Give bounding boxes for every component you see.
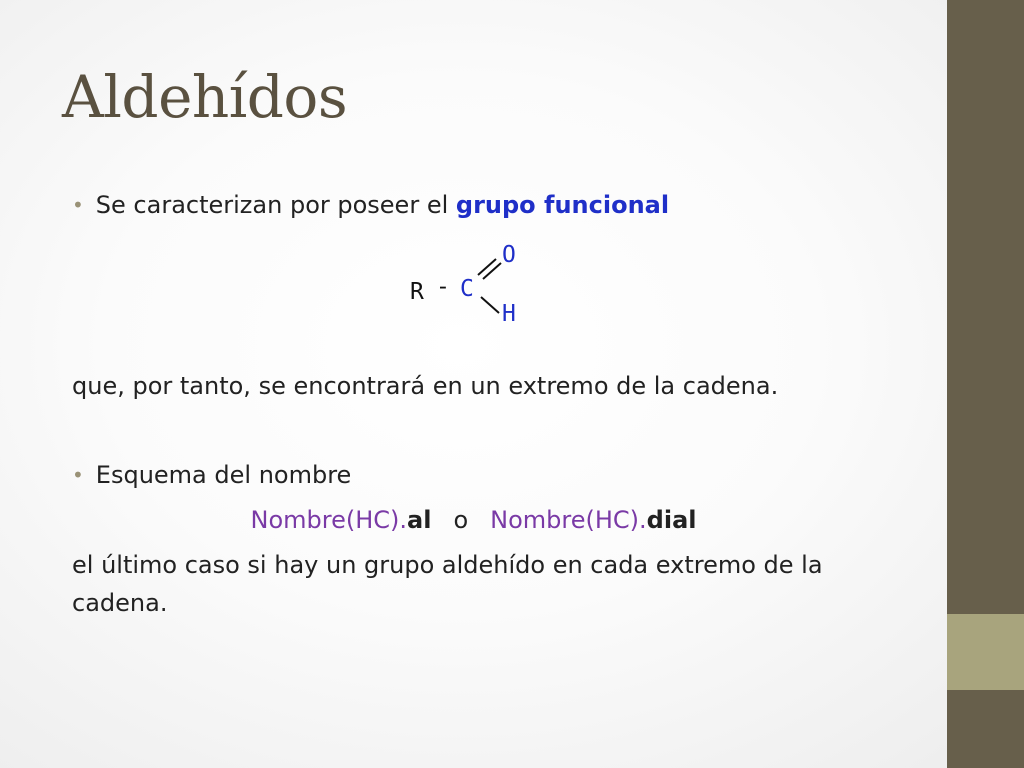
formula-o: O <box>502 242 516 268</box>
sidebar-accent-block <box>947 614 1024 690</box>
scheme-suffix-dial: dial <box>646 506 697 534</box>
bullet-item-grupo-funcional <box>72 190 669 221</box>
bullet-text: Se caracterizan por poseer el <box>95 191 456 219</box>
highlight-text: grupo funcional <box>455 191 670 219</box>
double-bond-line-2 <box>483 263 501 279</box>
formula-c: C <box>460 276 474 302</box>
slide-title: Aldehídos <box>62 63 348 131</box>
scheme-connector: o <box>453 506 469 534</box>
bullet-dot-icon: • <box>72 463 84 487</box>
body-line-ultimo-caso: el último caso si hay un grupo aldehído en cada extremo de la <box>72 551 823 579</box>
formula-h: H <box>502 301 516 327</box>
body-line-cadena: cadena. <box>72 589 168 617</box>
bullet-text: Esquema del nombre <box>95 461 352 489</box>
single-bond-line <box>481 297 499 313</box>
body-line-extremo: que, por tanto, se encontrará en un extremo de la cadena. <box>72 372 779 400</box>
bullet-item-esquema <box>72 460 351 491</box>
scheme-prefix-1: Nombre(HC). <box>250 506 408 534</box>
name-scheme-line <box>0 505 947 535</box>
bullet-dot-icon: • <box>72 193 84 217</box>
scheme-prefix-2: Nombre(HC). <box>490 506 647 534</box>
double-bond-line-1 <box>478 259 496 275</box>
formula-dash: - <box>436 274 450 300</box>
aldehyde-formula-diagram <box>404 240 534 330</box>
scheme-suffix-al: al <box>407 506 432 534</box>
formula-r: R <box>410 279 424 305</box>
